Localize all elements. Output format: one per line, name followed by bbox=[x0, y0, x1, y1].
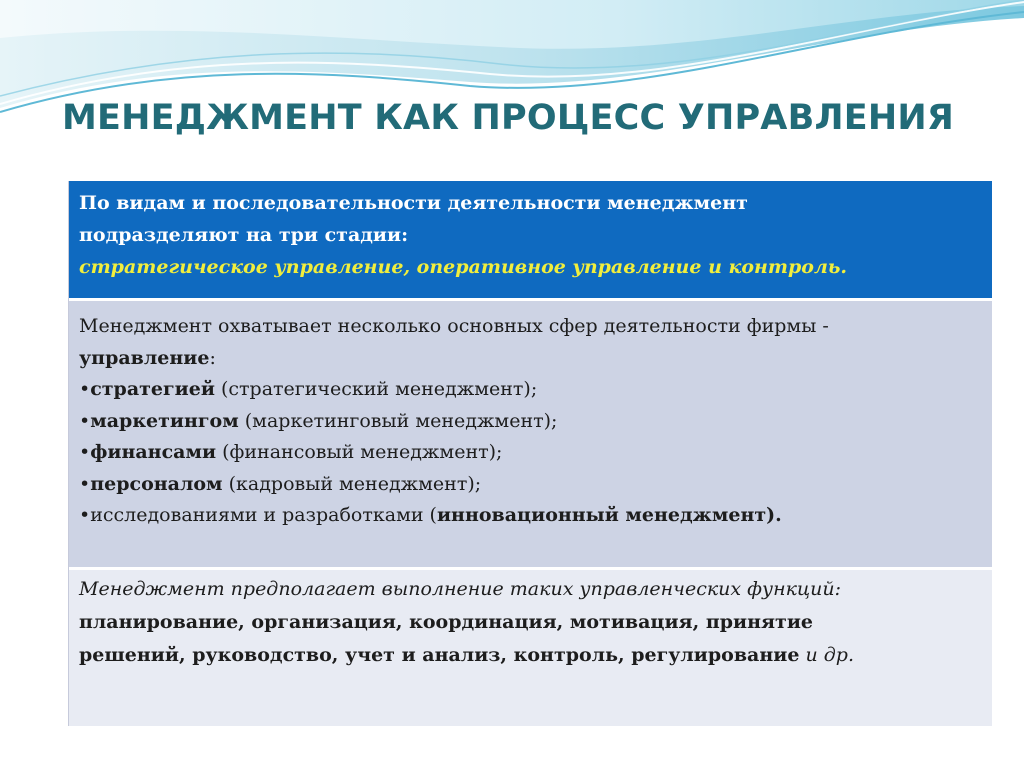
functions-intro: Менеджмент предполагает выполнение таких управленческих функций: bbox=[79, 578, 842, 600]
list-item bbox=[79, 406, 982, 438]
list-item-rest: (финансовый менеджмент); bbox=[216, 441, 503, 463]
list-item bbox=[79, 469, 982, 501]
bullet: • bbox=[79, 472, 91, 495]
spheres-management-label: управление bbox=[79, 346, 210, 369]
functions-etc: и др. bbox=[799, 644, 854, 666]
list-item-rest: (маркетинговый менеджмент); bbox=[238, 409, 558, 432]
list-item bbox=[79, 437, 982, 469]
functions-cell bbox=[69, 570, 992, 726]
list-item-rest: (стратегический менеджмент); bbox=[214, 378, 538, 400]
list-item bbox=[79, 374, 982, 406]
list-item-bold: персоналом bbox=[90, 472, 223, 495]
list-item-bold: финансами bbox=[90, 441, 217, 463]
spheres-intro-line2 bbox=[79, 343, 982, 375]
content-table bbox=[68, 181, 992, 726]
functions-list-text: решений, руководство, учет и анализ, контроль, регулирование bbox=[79, 644, 800, 666]
stages-text-line2: подразделяют на три стадии: bbox=[79, 224, 409, 246]
page-title: МЕНЕДЖМЕНТ КАК ПРОЦЕСС УПРАВЛЕНИЯ bbox=[62, 98, 954, 138]
bullet: • bbox=[79, 409, 91, 432]
stages-text-line1: По видам и последовательности деятельности менеджмент bbox=[79, 192, 748, 214]
list-item-plain: исследованиями и разработками ( bbox=[90, 504, 437, 526]
list-item bbox=[79, 500, 982, 532]
bullet: • bbox=[79, 378, 91, 400]
stages-list: стратегическое управление, оперативное управление и контроль. bbox=[79, 256, 848, 278]
list-item-bold: инновационный менеджмент). bbox=[436, 504, 782, 526]
spheres-intro: Менеджмент охватывает несколько основных сфер деятельности фирмы - bbox=[79, 315, 829, 337]
stages-cell bbox=[69, 181, 992, 298]
list-item-bold: маркетингом bbox=[90, 409, 239, 432]
bullet: • bbox=[79, 504, 91, 526]
list-item-bold: стратегией bbox=[90, 378, 215, 400]
list-item-rest: (кадровый менеджмент); bbox=[222, 472, 482, 495]
functions-list-line2 bbox=[79, 639, 982, 672]
spheres-cell bbox=[69, 301, 992, 567]
functions-list-line1: планирование, организация, координация, мотивация, принятие bbox=[79, 611, 813, 633]
bullet: • bbox=[79, 441, 91, 463]
spheres-colon: : bbox=[209, 346, 216, 369]
